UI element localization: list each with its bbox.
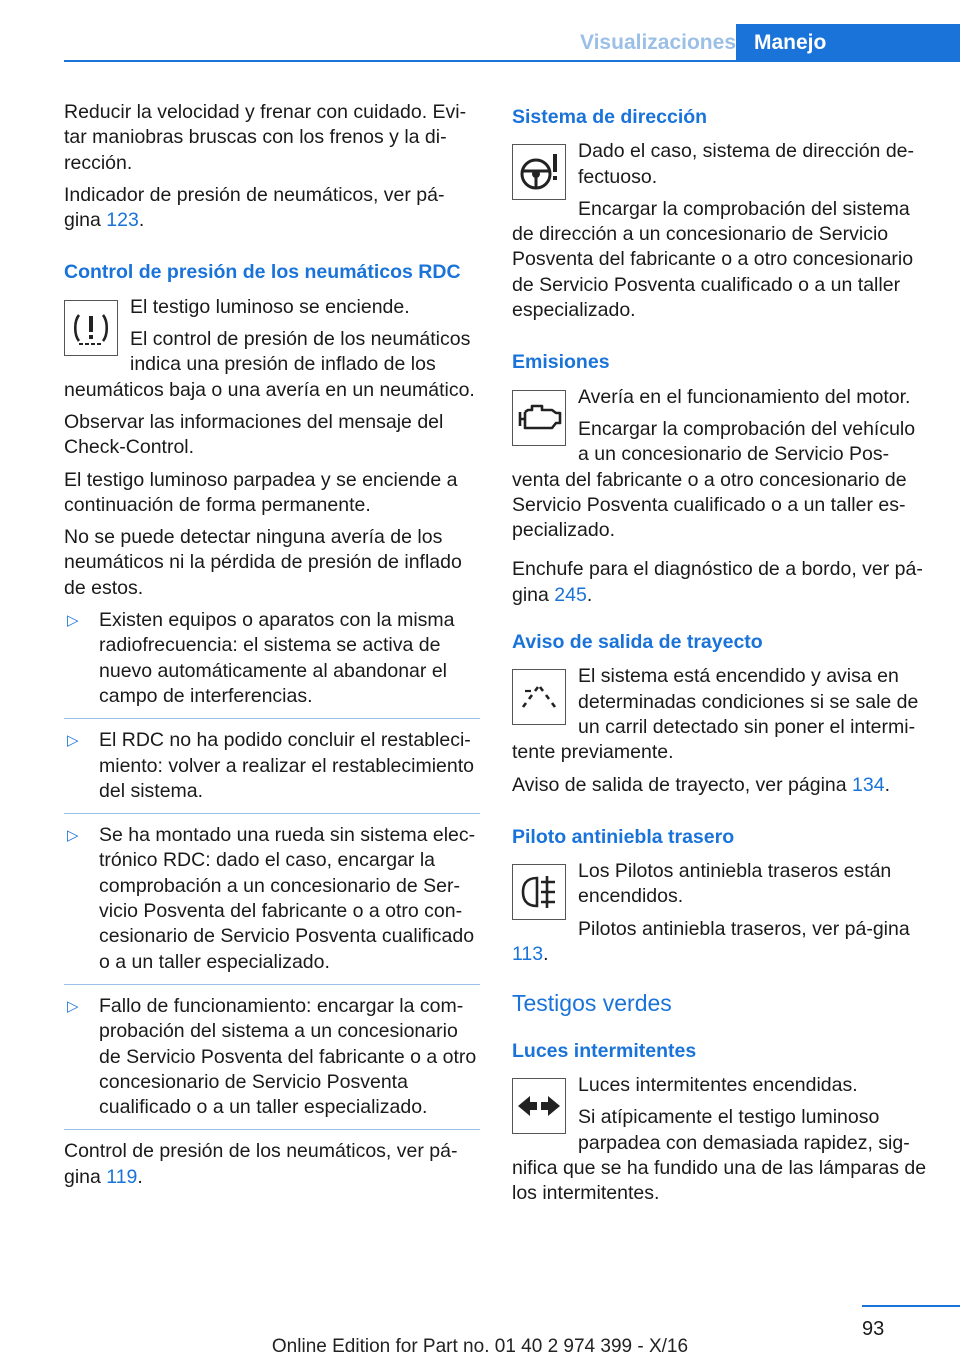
- paragraph: El testigo luminoso parpadea y se enciende a continuación de forma permanente.: [64, 468, 458, 516]
- paragraph: Aviso de salida de trayecto, ver página 134.: [512, 773, 890, 796]
- section-tab: Visualizaciones: [579, 31, 736, 54]
- paragraph: Luces intermitentes encendidas.: [578, 1073, 858, 1096]
- section-heading: Piloto antiniebla trasero: [512, 825, 735, 848]
- page-link[interactable]: 245: [554, 583, 587, 606]
- paragraph: El testigo luminoso se enciende.: [130, 295, 410, 318]
- paragraph: Si atípicamente el testigo luminoso parpadea con demasiada rapidez, sig-nifica que se ha fundido una de las lámparas de los intermitentes.: [512, 1106, 927, 1205]
- triangle-bullet-icon: ▷: [67, 732, 79, 750]
- engine-check-icon: [512, 390, 566, 446]
- paragraph: No se puede detectar ninguna avería de los neumáticos ni la pérdida de presión de inflado de estos.: [64, 526, 462, 599]
- rear-fog-light-icon: [512, 864, 566, 920]
- section-heading: Control de presión de los neumáticos RDC: [64, 261, 461, 284]
- chapter-heading: Testigos verdes: [512, 990, 672, 1017]
- paragraph: Indicador de presión de neumáticos, ver pá-gina 123.: [64, 183, 445, 232]
- paragraph: El control de presión de los neumáticos indica una presión de inflado de los neumáticos baja o una avería en un neumático.: [64, 328, 475, 401]
- section-heading: Emisiones: [512, 351, 610, 374]
- paragraph: El sistema está encendido y avisa en determinadas condiciones si se sale de un carril detectado sin poner el intermi-tente previamente.: [512, 665, 919, 764]
- paragraph: Enchufe para el diagnóstico de a bordo, ver pá-gina 245.: [512, 558, 923, 606]
- bullet-list: [64, 608, 480, 1130]
- paragraph: Observar las informaciones del mensaje del Check-Control.: [64, 410, 444, 459]
- triangle-bullet-icon: ▷: [67, 997, 79, 1015]
- list-item: ▷ Fallo de funcionamiento: encargar la com-probación del sistema a un concesionario de Servicio Posventa del fabricante o a otro concesionario de Servicio Posventa cualificado o a un taller especializado.: [64, 994, 480, 1130]
- triangle-bullet-icon: ▷: [67, 612, 79, 630]
- paragraph: Control de presión de los neumáticos, ver pá-gina 119.: [64, 1140, 458, 1188]
- section-heading: Luces intermitentes: [512, 1039, 697, 1062]
- paragraph: Encargar la comprobación del sistema de dirección a un concesionario de Servicio Posventa del fabricante o a otro concesionario de Servicio Posventa cualificado o a un taller especializado.: [512, 197, 914, 322]
- paragraph: Encargar la comprobación del vehículo a un concesionario de Servicio Pos-venta del fabricante o a otro concesionario de Servicio Posventa cualificado o a un taller es-pecializado.: [512, 417, 916, 542]
- list-item: ▷ Se ha montado una rueda sin sistema elec-trónico RDC: dado el caso, encargar la comprobación a un concesionario de Ser-vicio Posventa del fabricante o a otro con-cesionario de Servicio Posventa cualificado o a un taller especializado.: [64, 823, 480, 985]
- section-heading: Sistema de dirección: [512, 106, 708, 128]
- page-link[interactable]: 113: [512, 943, 544, 966]
- section-heading: Aviso de salida de trayecto: [512, 631, 763, 654]
- page-link[interactable]: 123: [106, 209, 139, 232]
- running-header: [64, 24, 960, 62]
- footer: Online Edition for Part no. 01 40 2 974 399 - X/16: [271, 1336, 689, 1357]
- steering-warning-icon: [512, 144, 566, 200]
- page-link[interactable]: 134: [852, 773, 885, 796]
- page-link[interactable]: 119: [106, 1165, 138, 1188]
- paragraph: Los Pilotos antiniebla traseros están encendidos.: [578, 860, 892, 908]
- right-column: [512, 100, 928, 1213]
- page-number-rule: [862, 1305, 960, 1307]
- page-number: 93: [862, 1318, 885, 1340]
- list-item: ▷ El RDC no ha podido concluir el restableci-miento: volver a realizar el restablecimiento del sistema.: [64, 728, 480, 814]
- header-rule: [64, 60, 960, 62]
- lane-departure-icon: [512, 669, 566, 725]
- paragraph: Avería en el funcionamiento del motor.: [578, 385, 911, 408]
- tire-pressure-warning-icon: [64, 300, 118, 356]
- paragraph: Dado el caso, sistema de dirección de-fectuoso.: [578, 140, 915, 188]
- paragraph: Pilotos antiniebla traseros, ver pá-gina 113.: [512, 917, 910, 966]
- paragraph: Reducir la velocidad y frenar con cuidado. Evi-tar maniobras bruscas con los frenos y la di-rección.: [64, 101, 467, 174]
- chapter-tab: Manejo: [736, 24, 960, 62]
- turn-signal-icon: [512, 1078, 566, 1134]
- list-item: ▷ Existen equipos o aparatos con la misma radiofrecuencia: el sistema se activa de nuevo automáticamente al abandonar el campo de interferencias.: [64, 608, 480, 719]
- triangle-bullet-icon: ▷: [67, 827, 79, 845]
- left-column: [64, 100, 480, 1197]
